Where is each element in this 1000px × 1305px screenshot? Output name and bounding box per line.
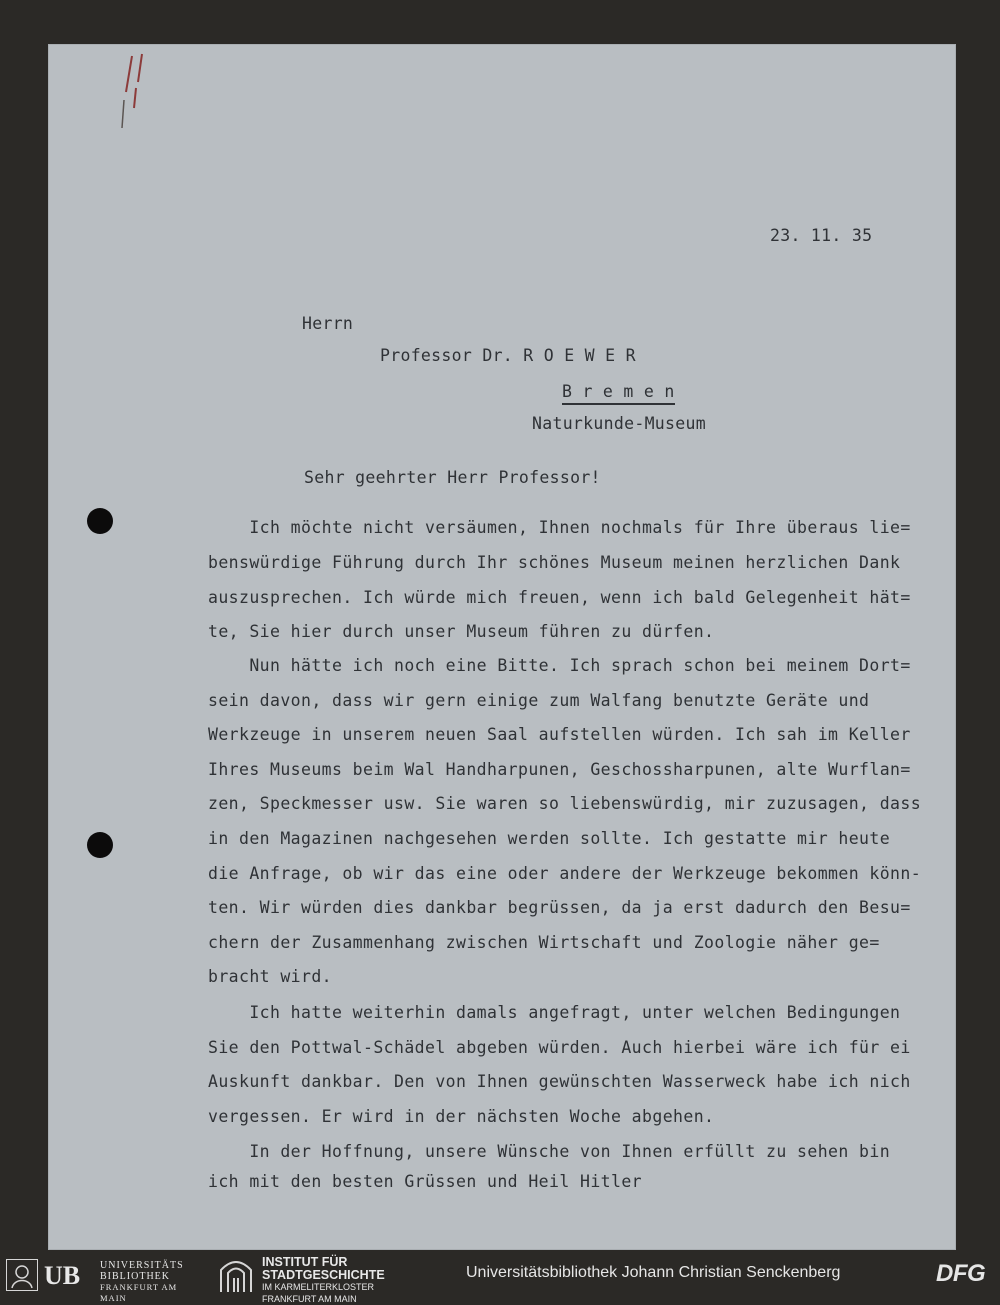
- letter-sheet: [48, 44, 956, 1250]
- greeting: Sehr geehrter Herr Professor!: [304, 468, 601, 487]
- body-line: sein davon, dass wir gern einige zum Walfang benutzte Geräte und: [208, 691, 870, 710]
- body-line: in den Magazinen nachgesehen werden sollte. Ich gestatte mir heute: [208, 829, 891, 848]
- body-line: Nun hätte ich noch eine Bitte. Ich sprach schon bei meinem Dort=: [208, 656, 911, 675]
- body-line: benswürdige Führung durch Ihr schönes Museum meinen herzlichen Dank: [208, 553, 901, 572]
- library-name: Universitätsbibliothek Johann Christian Senckenberg: [466, 1264, 841, 1281]
- body-line: ten. Wir würden dies dankbar begrüssen, da ja erst dadurch den Besu=: [208, 898, 911, 917]
- body-line: Ich möchte nicht versäumen, Ihnen nochmals für Ihre überaus lie=: [208, 518, 911, 537]
- body-line: bracht wird.: [208, 967, 333, 986]
- margin-pencil-marks: [118, 52, 168, 132]
- body-line: chern der Zusammenhang zwischen Wirtschaft und Zoologie näher ge=: [208, 933, 880, 952]
- body-line: Auskunft dankbar. Den von Ihnen gewünschten Wasserweck habe ich nich: [208, 1072, 911, 1091]
- dfg-logo[interactable]: DFG: [936, 1260, 986, 1287]
- body-line: Werkzeuge in unserem neuen Saal aufstellen würden. Ich sah im Keller: [208, 725, 911, 744]
- portrait-icon: [6, 1259, 38, 1291]
- body-line: te, Sie hier durch unser Museum führen zu dürfen.: [208, 622, 715, 641]
- footer-bar: [0, 1250, 1000, 1304]
- recipient-name: Professor Dr. R O E W E R: [380, 346, 636, 365]
- recipient-city: B r e m e n: [562, 382, 675, 405]
- body-line: die Anfrage, ob wir das eine oder andere der Werkzeuge bekommen könn-: [208, 864, 922, 883]
- recipient-institution: Naturkunde-Museum: [532, 414, 706, 433]
- punch-hole-top: [87, 508, 113, 534]
- body-line: auszusprechen. Ich würde mich freuen, wenn ich bald Gelegenheit hät=: [208, 588, 911, 607]
- punch-hole-bottom: [87, 832, 113, 858]
- body-line: Ihres Museums beim Wal Handharpunen, Geschossharpunen, alte Wurflan=: [208, 760, 911, 779]
- body-line: zen, Speckmesser usw. Sie waren so liebenswürdig, mir zuzusagen, dass: [208, 794, 922, 813]
- body-line: Ich hatte weiterhin damals angefragt, unter welchen Bedingungen: [208, 1003, 901, 1022]
- body-line: ich mit den besten Grüssen und Heil Hitler: [208, 1172, 643, 1191]
- ub-text: UNIVERSITÄTS BIBLIOTHEK FRANKFURT AM MAIN: [100, 1260, 184, 1303]
- arch-icon: [218, 1256, 254, 1294]
- institut-text: INSTITUT FÜR STADTGESCHICHTE IM KARMELITERKLOSTER FRANKFURT AM MAIN: [262, 1255, 385, 1304]
- institut-logo[interactable]: [218, 1255, 418, 1304]
- recipient-herrn: Herrn: [302, 314, 354, 333]
- letter-date: 23. 11. 35: [770, 226, 873, 245]
- body-line: vergessen. Er wird in der nächsten Woche abgehen.: [208, 1107, 715, 1126]
- body-line: Sie den Pottwal-Schädel abgeben würden. Auch hierbei wäre ich für ei: [208, 1038, 911, 1057]
- body-line: In der Hoffnung, unsere Wünsche von Ihnen erfüllt zu sehen bin: [208, 1142, 891, 1161]
- ub-letters: UB: [44, 1261, 81, 1290]
- ub-logo[interactable]: [6, 1259, 196, 1303]
